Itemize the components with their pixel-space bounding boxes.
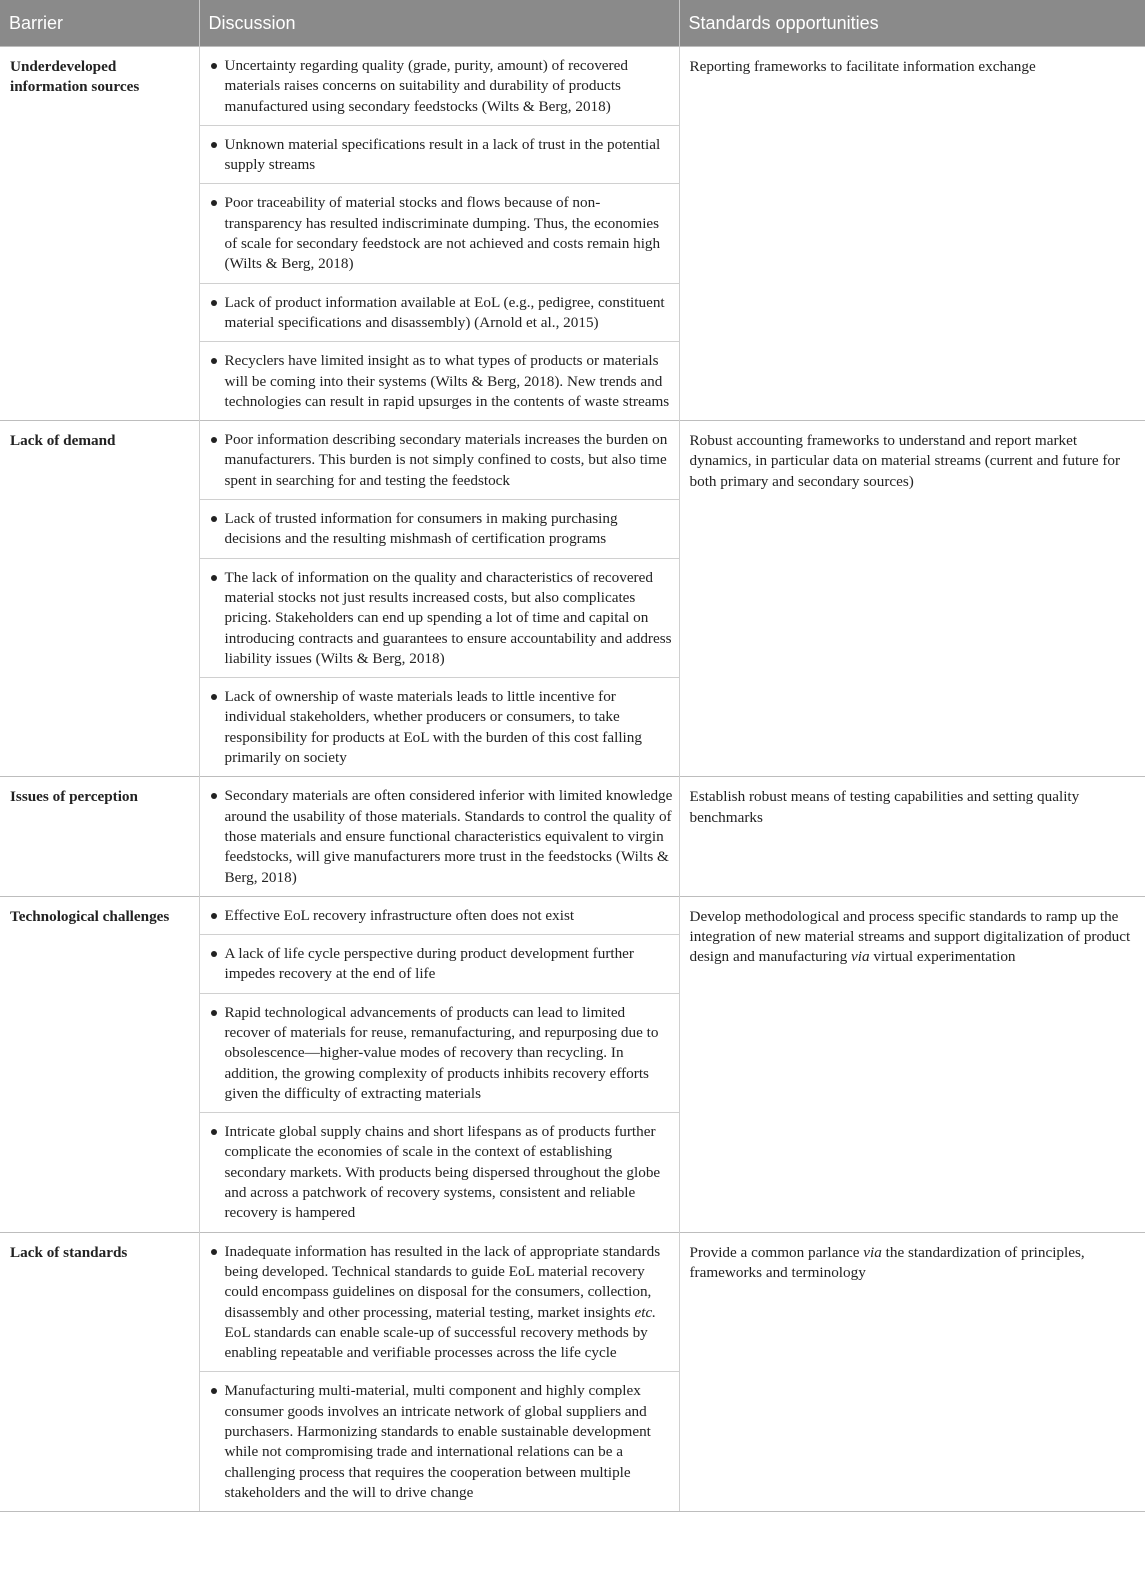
discussion-item: Rapid technological advancements of products can lead to limited recover of materials for reuse, remanufacturing, and repurposing due to obsolescence—higher-value modes of recovery than recycling. In addition, the growing complexity of products inhibits recovery efforts given the difficulty of extracting materials: [200, 993, 679, 1112]
discussion-item: Lack of product information available at EoL (e.g., pedigree, constituent material specifications and disassembly) (Arnold et al., 2015): [200, 283, 679, 342]
barrier-cell: Lack of standards: [0, 1232, 199, 1512]
discussion-item: Poor traceability of material stocks and flows because of non-transparency has resulted indiscriminate dumping. Thus, the economies of scale for secondary feedstock are not achieved and costs remain high (Wilts & Berg, 2018): [200, 183, 679, 282]
opportunity-text: the standardization of principles, frameworks and terminology: [689, 1243, 1085, 1281]
opportunity-italic: via: [863, 1243, 882, 1261]
barrier-cell: Technological challenges: [0, 896, 199, 1232]
opportunity-text: Provide a common parlance: [689, 1243, 864, 1261]
discussion-item: The lack of information on the quality and characteristics of recovered material stocks not just results increased costs, but also complicates pricing. Stakeholders can end up spending a lot of time and capital on introducing contracts and guarantees to ensure accountability and address liability issues (Wilts & Berg, 2018): [200, 558, 679, 677]
header-discussion: Discussion: [199, 0, 679, 47]
discussion-item: Manufacturing multi-material, multi component and highly complex consumer goods involves an intricate network of global suppliers and purchasers. Harmonizing standards to enable sustainable development while not compromising trade and international relations can be a challenging process that requires the cooperation between multiple stakeholders and the will to drive change: [200, 1371, 679, 1511]
opportunity-italic: via: [851, 948, 870, 966]
opportunity-cell: Reporting frameworks to facilitate information exchange: [679, 47, 1145, 421]
table-row: [0, 47, 1145, 421]
table-row: [0, 777, 1145, 896]
item-text: EoL standards can enable scale-up of successful recovery methods by enabling repeatable and verifiable processes across the life cycle: [224, 1323, 648, 1362]
header-opportunities: Standards opportunities: [679, 0, 1145, 47]
opportunity-text: virtual experimentation: [869, 948, 1016, 966]
opportunity-cell: [679, 896, 1145, 1232]
opportunity-cell: Robust accounting frameworks to understand and report market dynamics, in particular data on material streams (current and future for both primary and secondary sources): [679, 421, 1145, 777]
discussion-cell: [199, 1232, 679, 1512]
discussion-item: Effective EoL recovery infrastructure often does not exist: [200, 897, 679, 934]
discussion-item: Intricate global supply chains and short lifespans as of products further complicate the economies of scale in the context of establishing secondary markets. With products being dispersed throughout the globe and across a patchwork of recovery systems, consistent and reliable recovery is hampered: [200, 1112, 679, 1231]
table-row: [0, 1232, 1145, 1512]
item-text: Inadequate information has resulted in the lack of appropriate standards being developed. Technical standards to guide EoL material recovery could encompass guidelines on disposal for the consumers, collection, disassembly and other processing, material testing, market insights: [224, 1242, 661, 1321]
discussion-item: Unknown material specifications result in a lack of trust in the potential supply streams: [200, 125, 679, 184]
discussion-item: Uncertainty regarding quality (grade, purity, amount) of recovered materials raises concerns on suitability and durability of products manufactured using secondary feedstocks (Wilts & Berg, 2018): [200, 47, 679, 125]
item-italic: etc.: [634, 1303, 656, 1321]
barrier-cell: Underdeveloped information sources: [0, 47, 199, 421]
table-row: [0, 421, 1145, 777]
table-row: [0, 896, 1145, 1232]
discussion-item: [200, 1233, 679, 1372]
discussion-cell: [199, 896, 679, 1232]
barrier-cell: Issues of perception: [0, 777, 199, 896]
discussion-item: Lack of ownership of waste materials leads to little incentive for individual stakeholders, whether producers or consumers, to take responsibility for products at EoL with the burden of this cost falling primarily on society: [200, 677, 679, 776]
opportunity-text: Develop methodological and process specific standards to ramp up the integration of new material streams and support digitalization of product design and manufacturing: [689, 907, 1131, 966]
table-header: [0, 0, 1145, 47]
discussion-item: Secondary materials are often considered inferior with limited knowledge around the usability of those materials. Standards to control the quality of those materials and ensure functional characteristics equivalent to virgin feedstocks, will give manufacturers more trust in the feedstocks (Wilts & Berg, 2018): [200, 777, 679, 895]
header-barrier: Barrier: [0, 0, 199, 47]
discussion-item: A lack of life cycle perspective during product development further impedes recovery at the end of life: [200, 934, 679, 993]
barrier-cell: Lack of demand: [0, 421, 199, 777]
discussion-item: Recyclers have limited insight as to what types of products or materials will be coming into their systems (Wilts & Berg, 2018). New trends and technologies can result in rapid upsurges in the contents of waste streams: [200, 341, 679, 420]
discussion-item: Lack of trusted information for consumers in making purchasing decisions and the resulting mishmash of certification programs: [200, 499, 679, 558]
opportunity-cell: [679, 1232, 1145, 1512]
opportunity-cell: Establish robust means of testing capabilities and setting quality benchmarks: [679, 777, 1145, 896]
discussion-item: Poor information describing secondary materials increases the burden on manufacturers. This burden is not simply confined to costs, but also time spent in searching for and testing the feedstock: [200, 421, 679, 499]
header-row: [0, 0, 1145, 47]
discussion-cell: [199, 47, 679, 421]
discussion-cell: [199, 421, 679, 777]
discussion-cell: [199, 777, 679, 896]
